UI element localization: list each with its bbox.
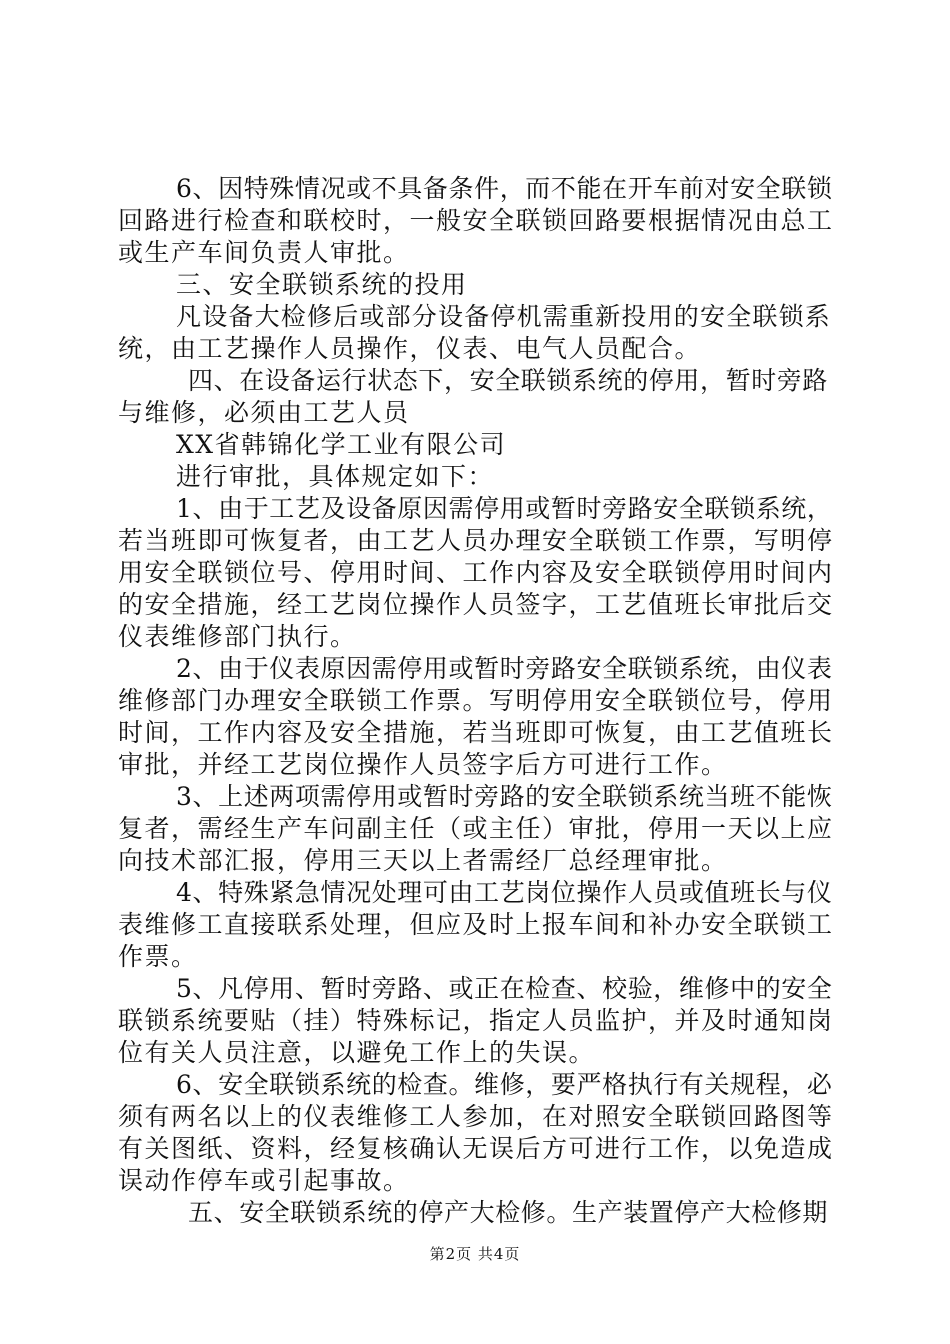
text-line: 联锁系统要贴（挂）特殊标记，指定人员监护，并及时通知岗 [118, 1006, 834, 1035]
text-line: 仪表维修部门执行。 [118, 622, 357, 651]
text-line: 凡设备大检修后或部分设备停机需重新投用的安全联锁系 [176, 302, 832, 331]
text-line: 用安全联锁位号、停用时间、工作内容及安全联锁停用时间内 [118, 558, 834, 587]
text-line: 作票。 [118, 942, 198, 971]
text-line: 回路进行检查和联校时，一般安全联锁回路要根据情况由总工 [118, 206, 834, 235]
text-line: 2、由于仪表原因需停用或暂时旁路安全联锁系统，由仪表 [176, 654, 833, 683]
page-footer: 第2页 共4页 [429, 1245, 521, 1263]
text-line: 审批，并经工艺岗位操作人员签字后方可进行工作。 [118, 750, 728, 779]
text-line: 误动作停车或引起事故。 [118, 1166, 410, 1195]
text-line: 统，由工艺操作人员操作，仪表、电气人员配合。 [118, 334, 702, 363]
text-line: 或生产车间负责人审批。 [118, 238, 410, 267]
text-line: 与维修，必须由工艺人员 [118, 398, 410, 427]
text-line: 位有关人员注意，以避免工作上的失误。 [118, 1038, 596, 1067]
text-line: 有关图纸、资料，经复核确认无误后方可进行工作，以免造成 [118, 1134, 834, 1163]
text-line: 1、由于工艺及设备原因需停用或暂时旁路安全联锁系统， [176, 494, 833, 523]
section-heading: 五、安全联锁系统的停产大检修。生产装置停产大检修期 [188, 1198, 829, 1227]
text-line: 4、特殊紧急情况处理可由工艺岗位操作人员或值班长与仪 [176, 878, 833, 907]
text-line: 的安全措施，经工艺岗位操作人员签字，工艺值班长审批后交 [118, 590, 834, 619]
text-line: 5、凡停用、暂时旁路、或正在检查、校验，维修中的安全 [176, 974, 833, 1003]
text-line: 表维修工直接联系处理，但应及时上报车间和补办安全联锁工 [118, 910, 834, 939]
text-line: 时间，工作内容及安全措施，若当班即可恢复，由工艺值班长 [118, 718, 834, 747]
section-heading: 四、在设备运行状态下，安全联锁系统的停用，暂时旁路 [188, 366, 829, 395]
text-line: 6、因特殊情况或不具备条件，而不能在开车前对安全联锁 [176, 174, 833, 203]
text-line: 进行审批，具体规定如下： [176, 462, 495, 491]
text-line: 6、安全联锁系统的检查。维修，要严格执行有关规程，必 [176, 1070, 833, 1099]
text-line: 维修部门办理安全联锁工作票。写明停用安全联锁位号，停用 [118, 686, 834, 715]
company-name: XX省韩锦化学工业有限公司 [176, 430, 507, 459]
section-heading: 三、安全联锁系统的投用 [176, 270, 468, 299]
text-line: 3、上述两项需停用或暂时旁路的安全联锁系统当班不能恢 [176, 782, 833, 811]
text-line: 若当班即可恢复者，由工艺人员办理安全联锁工作票，写明停 [118, 526, 834, 555]
text-line: 向技术部汇报，停用三天以上者需经厂总经理审批。 [118, 846, 728, 875]
text-line: 须有两名以上的仪表维修工人参加，在对照安全联锁回路图等 [118, 1102, 834, 1131]
text-line: 复者，需经生产车问副主任（或主任）审批，停用一天以上应 [118, 814, 834, 843]
